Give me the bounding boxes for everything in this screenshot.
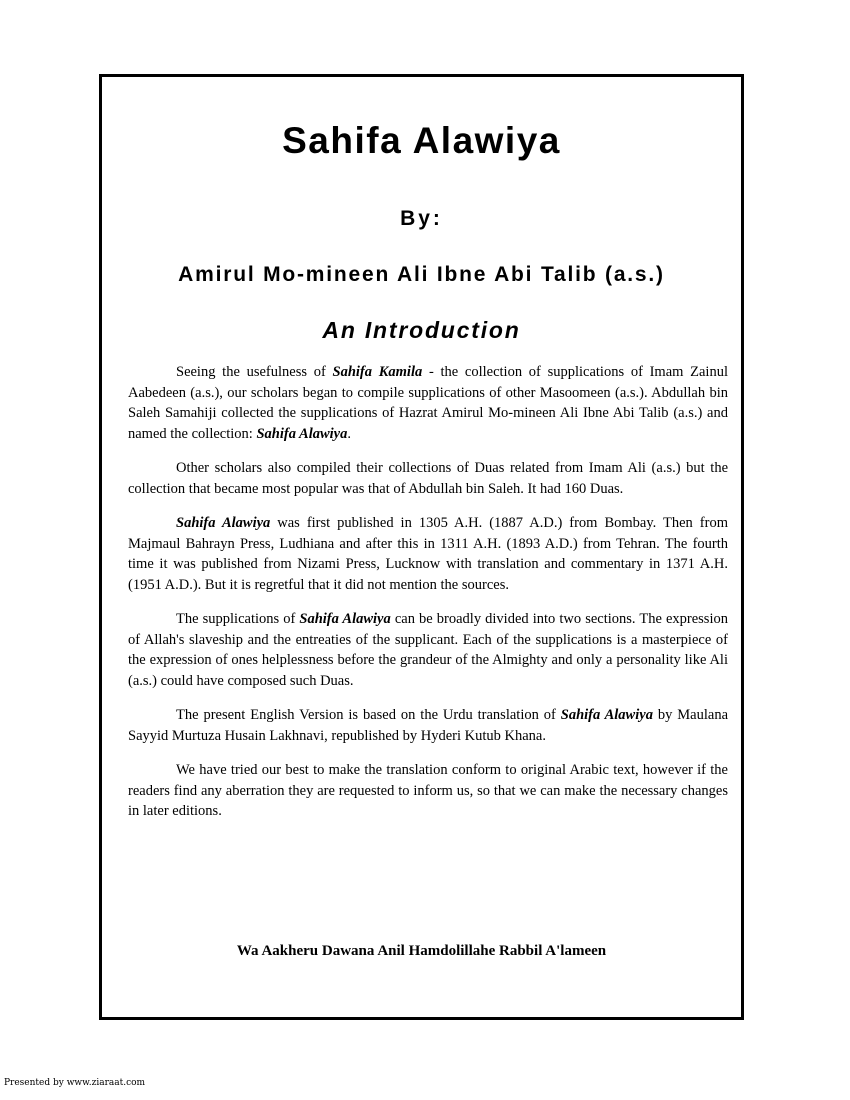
paragraph-1-text-c: . bbox=[347, 425, 351, 442]
introduction-body bbox=[128, 362, 728, 836]
footer-credit: Presented by www.ziaraat.com bbox=[4, 1078, 146, 1088]
paragraph-3 bbox=[128, 513, 728, 595]
paragraph-4-text-b: can be broadly divided into two sections. The expression of Allah's slaveship and the entreaties of the supplicant. Each of the supplications is a masterpiece of the expression of ones helplessness before the grandeur of the Almighty and only a personality like Ali (a.s.) could have composed such Duas. bbox=[128, 611, 728, 689]
paragraph-5 bbox=[128, 705, 728, 746]
section-heading: An Introduction bbox=[322, 317, 521, 343]
paragraph-2: Other scholars also compiled their collections of Duas related from Imam Ali (a.s.) but the collection that became most popular was that of Abdullah bin Saleh. It had 160 Duas. bbox=[128, 460, 728, 497]
paragraph-3-text: was first published in 1305 A.H. (1887 A.D.) from Bombay. Then from Majmaul Bahrayn Press, Ludhiana and after this in 1311 A.H. (1893 A.D.) from Tehran. The fourth time it was published from Nizami Press, Lucknow with translation and commentary in 1371 A.H. (1951 A.D.). But it is regretful that it did not mention the sources. bbox=[128, 515, 728, 593]
paragraph-1-text-b: - the collection of supplications of Imam Zainul Aabedeen (a.s.), our scholars began to compile supplications of other Masoomeen (a.s.). Abdullah bin Saleh Samahiji collected the supplications of Hazrat Amirul Mo-mineen Ali Ibne Abi Talib (a.s.) and named the collection: bbox=[128, 364, 728, 442]
paragraph-6: We have tried our best to make the translation conform to original Arabic text, however if the readers find any aberration they are requested to inform us, so that we can make the necessary changes in later editions. bbox=[128, 762, 728, 819]
paragraph-5-text-a: The present English Version is based on the Urdu translation of bbox=[176, 707, 561, 723]
paragraph-4-text-a: The supplications of bbox=[176, 611, 300, 627]
author-name: Amirul Mo-mineen Ali Ibne Abi Talib (a.s.) bbox=[178, 263, 665, 286]
closing-line: Wa Aakheru Dawana Anil Hamdolillahe Rabbil A'lameen bbox=[236, 943, 607, 959]
paragraph-5-text-b: by Maulana Sayyid Murtuza Husain Lakhnavi, republished by Hyderi Kutub Khana. bbox=[128, 707, 728, 744]
page-border-frame bbox=[99, 74, 744, 1020]
by-label: By: bbox=[400, 207, 443, 230]
paragraph-1-emphasis-b: Sahifa Alawiya bbox=[256, 425, 348, 442]
paragraph-4-emphasis: Sahifa Alawiya bbox=[299, 611, 391, 627]
paragraph-3-emphasis: Sahifa Alawiya bbox=[176, 515, 271, 531]
document-title: Sahifa Alawiya bbox=[282, 120, 561, 161]
paragraph-4 bbox=[128, 609, 728, 691]
paragraph-5-emphasis: Sahifa Alawiya bbox=[560, 707, 653, 723]
paragraph-1-emphasis-a: Sahifa Kamila bbox=[332, 364, 423, 380]
paragraph-1 bbox=[128, 362, 728, 444]
paragraph-1-text-a: Seeing the usefulness of bbox=[176, 364, 333, 380]
